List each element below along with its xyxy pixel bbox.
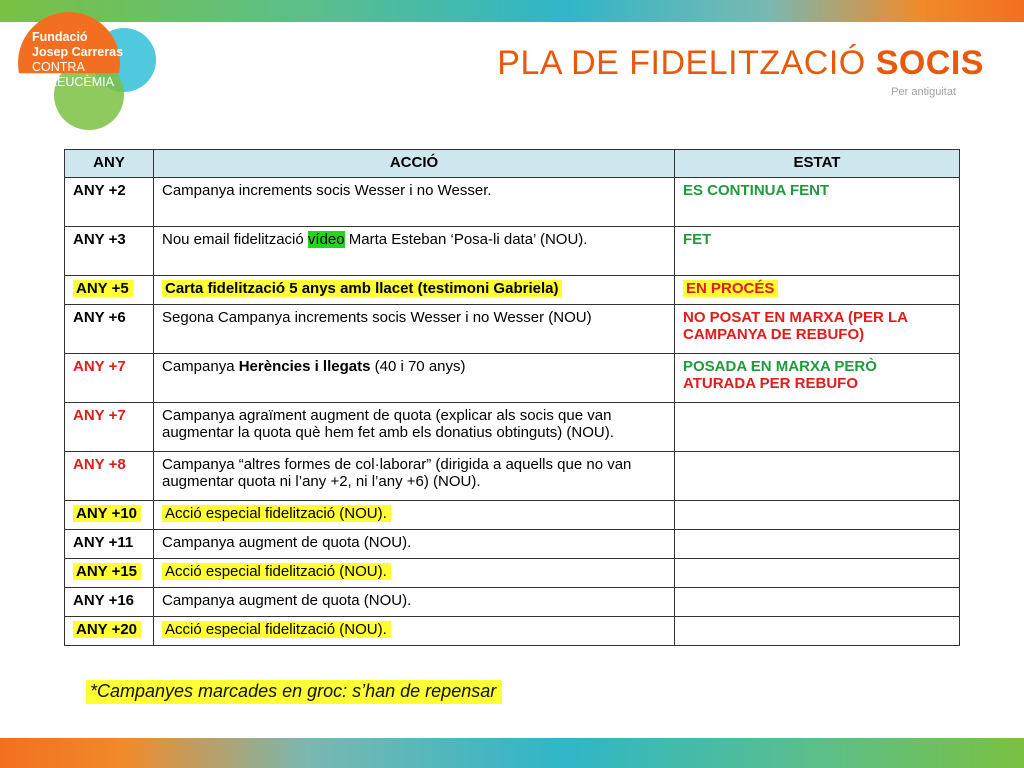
accio-text-pre: Nou email fidelització — [162, 231, 308, 248]
cell-estat — [675, 501, 960, 530]
cell-accio — [154, 559, 675, 588]
cell-estat: NO POSAT EN MARXA (PER LA CAMPANYA DE REBUFO) — [675, 305, 960, 354]
cell-any: ANY +8 — [65, 452, 154, 501]
cell-any: ANY +7 — [65, 403, 154, 452]
page-subtitle: Per antiguitat — [891, 86, 956, 98]
accio-highlight: Carta fidelització 5 anys amb llacet (testimoni Gabriela) — [162, 280, 562, 297]
foundation-logo — [14, 10, 164, 122]
cell-accio: Segona Campanya increments socis Wesser i no Wesser (NOU) — [154, 305, 675, 354]
accio-highlight-video: vídeo — [307, 231, 345, 248]
cell-estat — [675, 452, 960, 501]
cell-estat — [675, 403, 960, 452]
cell-accio — [154, 276, 675, 305]
cell-accio — [154, 354, 675, 403]
cell-accio: Campanya “altres formes de col·laborar” (dirigida a aquells que no van augmentar quota ni l’any +2, ni l’any +6) (NOU). — [154, 452, 675, 501]
footnote: *Campanyes marcades en groc: s’han de repensar — [86, 680, 502, 704]
cell-any: ANY +7 — [65, 354, 154, 403]
accio-text-bold: Herències i llegats — [238, 358, 371, 375]
loyalty-plan-table — [64, 149, 960, 646]
cell-estat — [675, 276, 960, 305]
table-row — [65, 588, 960, 617]
table-header-row — [65, 150, 960, 178]
table-row — [65, 530, 960, 559]
table-row — [65, 276, 960, 305]
cell-any — [65, 276, 154, 305]
any-highlight: ANY +20 — [73, 621, 141, 638]
estat-line-1: POSADA EN MARXA PERÒ — [683, 358, 877, 375]
any-highlight: ANY +5 — [73, 280, 133, 297]
cell-accio — [154, 227, 675, 276]
logo-text — [32, 30, 123, 90]
cell-any: ANY +3 — [65, 227, 154, 276]
cell-any — [65, 501, 154, 530]
accio-text-post: (40 i 70 anys) — [370, 358, 466, 375]
cell-estat — [675, 530, 960, 559]
logo-line-2: Josep Carreras — [32, 45, 124, 59]
estat-line-2: ATURADA PER REBUFO — [683, 375, 858, 392]
table-row — [65, 178, 960, 227]
page-title-main: PLA DE FIDELITZACIÓ — [497, 44, 876, 82]
cell-estat — [675, 354, 960, 403]
table-row — [65, 559, 960, 588]
table-row — [65, 501, 960, 530]
logo-line-1: Fundació — [32, 30, 88, 44]
logo-line-4: LA LEUCÈMIA — [32, 75, 114, 89]
cell-accio: Campanya augment de quota (NOU). — [154, 530, 675, 559]
table-row — [65, 403, 960, 452]
cell-accio: Campanya agraïment augment de quota (explicar als socis que van augmentar la quota què hem fet amb els donatius obtinguts) (NOU). — [154, 403, 675, 452]
cell-accio: Campanya increments socis Wesser i no Wesser. — [154, 178, 675, 227]
cell-estat — [675, 559, 960, 588]
cell-any: ANY +2 — [65, 178, 154, 227]
page-title — [497, 44, 984, 83]
accio-highlight: Acció especial fidelització (NOU). — [162, 563, 391, 580]
logo-line-3: CONTRA — [32, 60, 85, 74]
accio-highlight: Acció especial fidelització (NOU). — [162, 621, 391, 638]
cell-estat — [675, 617, 960, 646]
cell-any: ANY +16 — [65, 588, 154, 617]
table-row — [65, 452, 960, 501]
header-accio: ACCIÓ — [154, 150, 675, 178]
cell-accio — [154, 617, 675, 646]
cell-any — [65, 559, 154, 588]
cell-any: ANY +11 — [65, 530, 154, 559]
table-row — [65, 617, 960, 646]
header-any: ANY — [65, 150, 154, 178]
cell-estat: ES CONTINUA FENT — [675, 178, 960, 227]
table-row — [65, 354, 960, 403]
cell-accio: Campanya augment de quota (NOU). — [154, 588, 675, 617]
cell-estat: FET — [675, 227, 960, 276]
cell-accio — [154, 501, 675, 530]
accio-text-pre: Campanya — [162, 358, 239, 375]
accio-text-post: Marta Esteban ‘Posa-li data’ (NOU). — [344, 231, 588, 248]
table-row — [65, 305, 960, 354]
table-row — [65, 227, 960, 276]
any-highlight: ANY +10 — [73, 505, 141, 522]
any-highlight: ANY +15 — [73, 563, 141, 580]
bottom-color-band — [0, 738, 1024, 768]
cell-estat — [675, 588, 960, 617]
page-title-strong: SOCIS — [875, 44, 984, 82]
cell-any: ANY +6 — [65, 305, 154, 354]
header-estat: ESTAT — [675, 150, 960, 178]
accio-highlight: Acció especial fidelització (NOU). — [162, 505, 391, 522]
cell-any — [65, 617, 154, 646]
estat-highlight: EN PROCÉS — [683, 280, 778, 297]
